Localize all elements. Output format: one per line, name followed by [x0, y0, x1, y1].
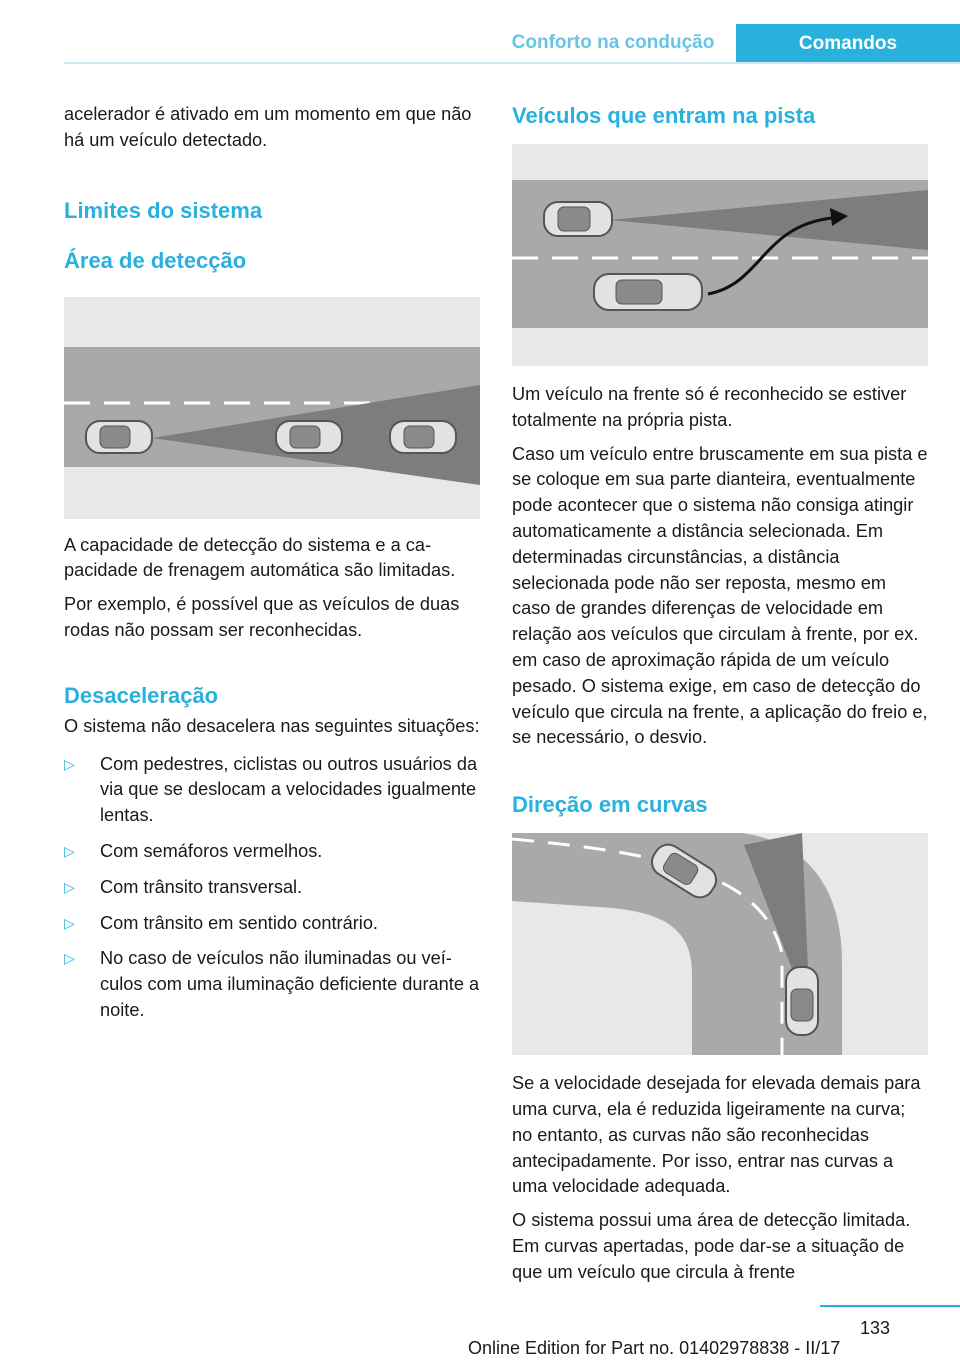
- heading-cut-in-vehicles: Veículos que entram na pista: [512, 103, 816, 128]
- header-chapter-tab: Comandos: [736, 24, 960, 64]
- triangle-bullet-icon: ▷: [64, 950, 75, 967]
- heading-curve-driving: Direção em curvas: [512, 792, 708, 818]
- triangle-bullet-icon: ▷: [64, 842, 75, 859]
- intro-paragraph: acelerador é ativado em um momento em que não há um veículo detectado.: [64, 104, 472, 150]
- header-rule: [64, 62, 960, 64]
- list-item: ▷ Com trânsito transversal.: [64, 875, 480, 901]
- list-item: ▷ Com trânsito em sentido contrário.: [64, 911, 480, 937]
- triangle-bullet-icon: ▷: [64, 878, 75, 895]
- car-icon: [544, 202, 612, 236]
- triangle-bullet-icon: ▷: [64, 914, 75, 931]
- curves-paragraph-2: O sistema possui uma área de detecção limitada. Em curvas apertadas, pode dar-se a situação de que um veículo que circula à frente: [512, 1210, 911, 1282]
- car-icon: [390, 421, 456, 453]
- car-icon: [594, 274, 702, 310]
- page-number: 133: [860, 1318, 891, 1338]
- cut-in-paragraph-1: Um veículo na frente só é reconhecido se estiver totalmente na própria pista.: [512, 384, 907, 430]
- curve-driving-figure: [512, 833, 928, 1055]
- triangle-bullet-icon: ▷: [64, 755, 75, 772]
- car-icon: [276, 421, 342, 453]
- heading-system-limits: Limites do sistema: [64, 197, 263, 223]
- cut-in-figure: [512, 144, 928, 366]
- footer-rule: [820, 1305, 960, 1307]
- left-column: [64, 102, 480, 1034]
- heading-detection-area: Área de detecção: [64, 247, 247, 273]
- header-section-title: Conforto na condução: [511, 32, 715, 53]
- right-column: [512, 102, 928, 1294]
- edition-note: Online Edition for Part no. 01402978838 - II/17: [468, 1338, 841, 1358]
- car-icon: [786, 967, 818, 1035]
- deceleration-list: [64, 752, 480, 1024]
- list-item: ▷ Com pedestres, ciclistas ou outros usuários da via que se deslocam a velocidades igualmente lentas.: [64, 753, 478, 826]
- deceleration-paragraph: O sistema não desacelera nas seguintes situações:: [64, 715, 480, 736]
- car-icon: [86, 421, 152, 453]
- example-paragraph: Por exemplo, é possível que as veículos de duas rodas não possam ser reconhecidas.: [64, 594, 460, 640]
- capacity-paragraph: A capacidade de detecção do sistema e a capacidade de frenagem automática são limitadas.: [64, 534, 456, 581]
- curves-paragraph-1: Se a velocidade desejada for elevada demais para uma curva, ela é reduzida ligeiramente na curva; no entanto, as curvas não são reconhecidas antecipadamente. Por isso, entrar nas curvas a uma velocidade adequada.: [512, 1073, 921, 1197]
- list-item: ▷ Com semáforos vermelhos.: [64, 839, 480, 865]
- list-item: ▷ No caso de veículos não iluminadas ou veículos com uma iluminação deficiente durante a noite.: [64, 948, 480, 1020]
- heading-deceleration: Desaceleração: [64, 682, 219, 708]
- cut-in-paragraph-2: Caso um veículo entre bruscamente em sua pista e se coloque em sua parte dianteira, eventualmente pode acontecer que o sistema não consiga atingir automaticamente a distância selecionada. Em determinadas circunstâncias, a distância selecionada pode não ser reposta, mesmo em caso de grandes diferenças de velocidade em relação aos veículos que circulam à frente, por ex. em caso de aproximação rápida de um veículo pesado. O sistema exige, em caso de detecção do veículo que circula na frente, a aplicação do freio e, se necessário, o desvio.: [512, 443, 928, 748]
- detection-area-figure: [64, 297, 480, 519]
